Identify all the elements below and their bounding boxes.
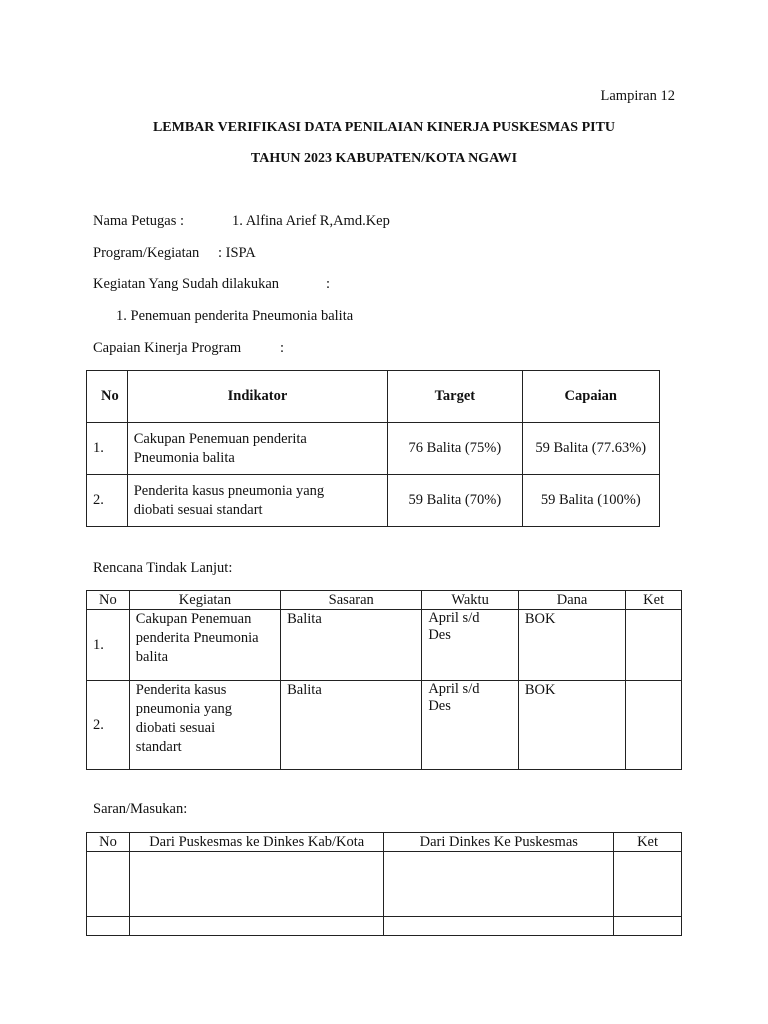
kegiatan-line: pneumonia yang [135,701,233,717]
saran-cell-dari-dinkes [384,852,614,917]
row-capaian: 59 Balita (100%) [522,475,660,527]
row-ket [626,681,682,770]
program-value: : ISPA [218,245,256,261]
row-target: 59 Balita (70%) [388,475,522,527]
table-row [87,475,660,527]
kegiatan-line: diobati sesuai [135,720,216,736]
table-row [87,852,682,917]
kegiatan-line: Penderita kasus [135,682,227,698]
waktu-line: April s/d [428,610,480,626]
row-indikator [127,423,388,475]
waktu-line: April s/d [428,681,480,697]
capaian-header-row [87,371,660,423]
capaian-label: Capaian Kinerja Program [93,340,242,356]
indikator-line: Penderita kasus pneumonia yang [133,482,325,499]
capaian-colon: : [280,340,285,356]
capaian-table [86,370,660,527]
row-dana: BOK [518,681,625,770]
header-dana: Dana [518,591,625,610]
row-target: 76 Balita (75%) [388,423,522,475]
saran-cell-no [87,852,130,917]
waktu-line: Des [428,698,451,714]
table-row [87,681,682,770]
indikator-line: Pneumonia balita [133,449,235,466]
table-row [87,610,682,681]
nama-petugas-value: 1. Alfina Arief R,Amd.Kep [232,213,390,229]
row-sasaran: Balita [281,610,422,681]
row-no: 1. [87,423,128,475]
document-title: LEMBAR VERIFIKASI DATA PENILAIAN KINERJA PUSKESMAS PITU [152,120,616,135]
header-no: No [87,833,130,852]
kegiatan-label: Kegiatan Yang Sudah dilakukan [93,276,280,292]
lampiran-label: Lampiran 12 [600,88,675,104]
rencana-table [86,590,682,770]
kegiatan-item-1: 1. Penemuan penderita Pneumonia balita [116,308,354,324]
saran-header-row [87,833,682,852]
header-ket: Ket [626,591,682,610]
row-kegiatan [129,610,280,681]
row-capaian: 59 Balita (77.63%) [522,423,660,475]
saran-cell-no [87,917,130,936]
header-no: No [87,591,130,610]
kegiatan-colon: : [326,276,331,292]
program-label: Program/Kegiatan [93,245,200,261]
header-dari-dinkes: Dari Dinkes Ke Puskesmas [384,833,614,852]
saran-table [86,832,682,936]
saran-cell-dari-puskesmas [129,852,384,917]
row-no: 1. [87,610,130,681]
kegiatan-line: standart [135,739,182,755]
kegiatan-line: balita [135,649,169,665]
header-kegiatan: Kegiatan [129,591,280,610]
header-ket: Ket [614,833,682,852]
kegiatan-line: Cakupan Penemuan [135,611,252,627]
row-waktu [422,681,519,770]
nama-petugas-label: Nama Petugas : [93,213,185,229]
saran-cell-dari-puskesmas [129,917,384,936]
saran-cell-ket [614,852,682,917]
saran-cell-dari-dinkes [384,917,614,936]
row-no: 2. [87,681,130,770]
table-row [87,423,660,475]
waktu-line: Des [428,627,451,643]
header-sasaran: Sasaran [281,591,422,610]
header-indikator: Indikator [127,371,388,423]
header-dari-puskesmas: Dari Puskesmas ke Dinkes Kab/Kota [129,833,384,852]
table-row [87,917,682,936]
saran-label: Saran/Masukan: [93,801,188,817]
saran-cell-ket [614,917,682,936]
document-subtitle: TAHUN 2023 KABUPATEN/KOTA NGAWI [250,151,518,166]
indikator-line: Cakupan Penemuan penderita [133,430,307,447]
row-sasaran: Balita [281,681,422,770]
header-target: Target [388,371,522,423]
rencana-header-row [87,591,682,610]
row-waktu [422,610,519,681]
header-no: No [87,371,128,423]
kegiatan-line: penderita Pneumonia [135,630,259,646]
row-no: 2. [87,475,128,527]
row-ket [626,610,682,681]
header-waktu: Waktu [422,591,519,610]
indikator-line: diobati sesuai standart [133,501,263,518]
rencana-label: Rencana Tindak Lanjut: [93,560,233,576]
row-indikator [127,475,388,527]
row-dana: BOK [518,610,625,681]
row-kegiatan [129,681,280,770]
header-capaian: Capaian [522,371,660,423]
